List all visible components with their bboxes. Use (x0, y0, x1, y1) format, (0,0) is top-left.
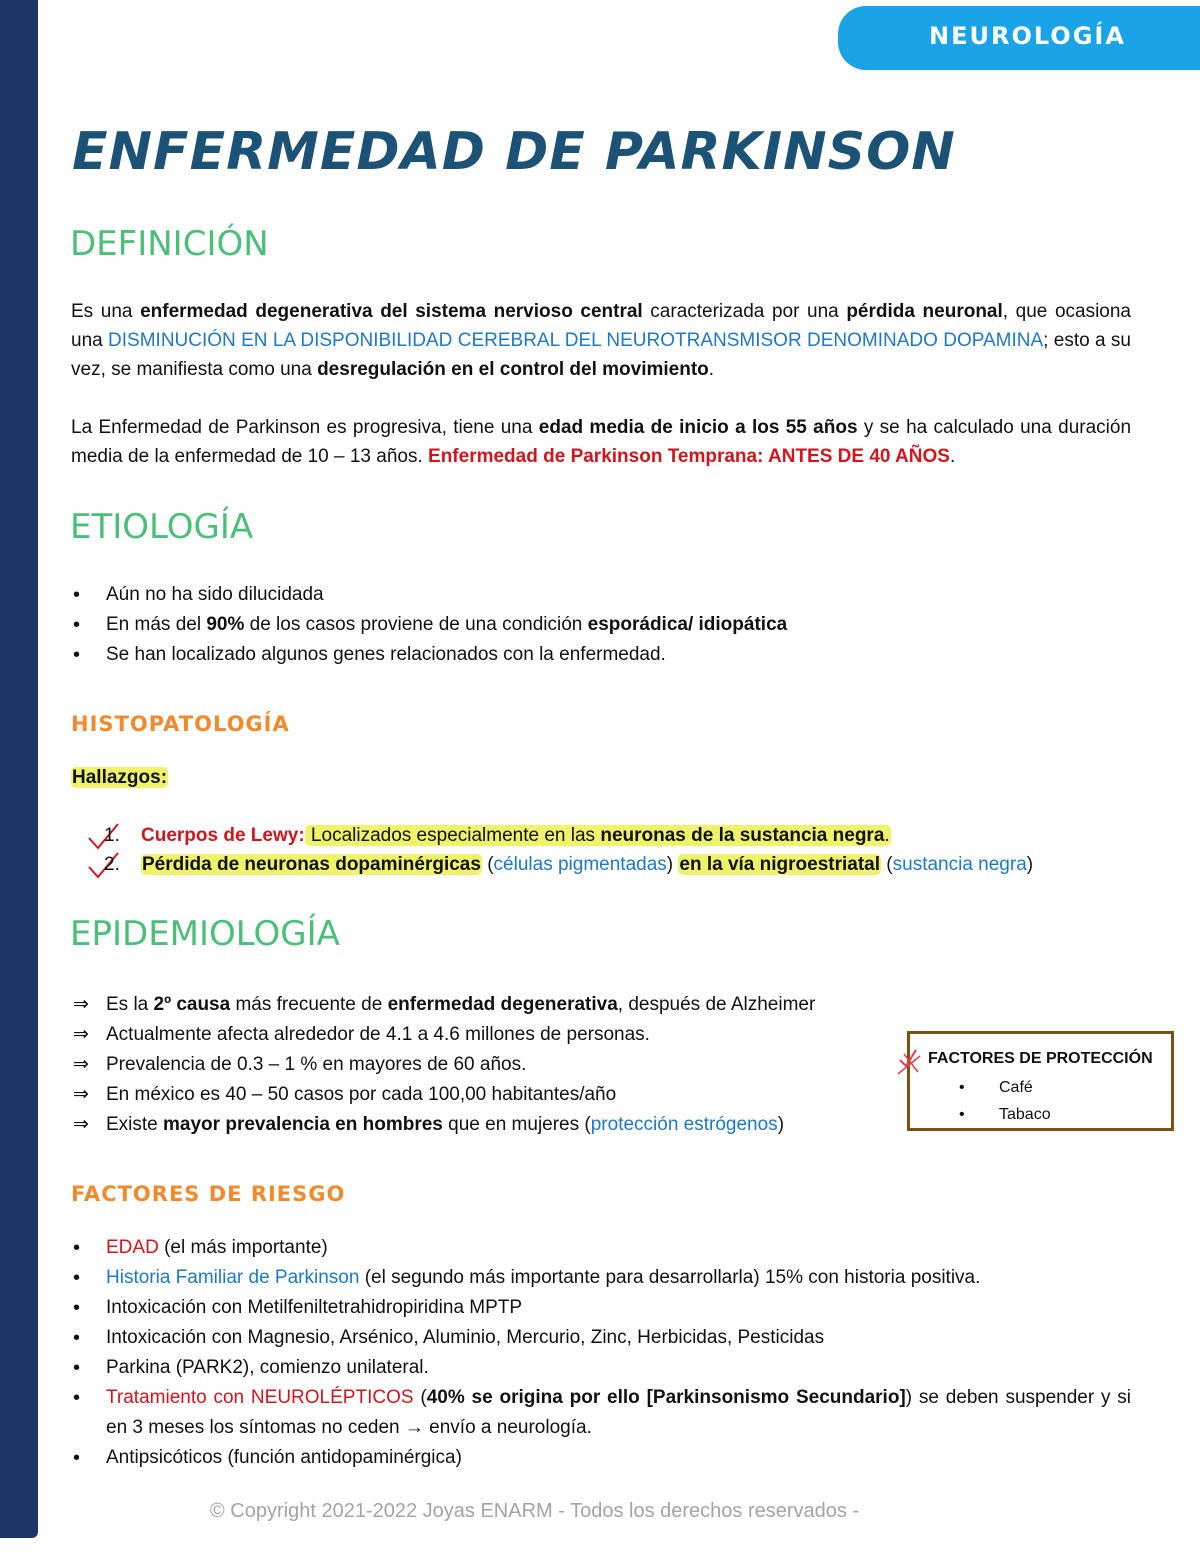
footer-copyright: © Copyright 2021-2022 Joyas ENARM - Todos los derechos reservados - (210, 1500, 860, 1522)
bold-text: esporádica/ idiopática (587, 614, 788, 635)
text: Aún no ha sido dilucidada (106, 584, 324, 605)
arrow-icon: ⇒ (73, 1114, 89, 1135)
bold-text: enfermedad degenerativa (387, 994, 618, 1015)
bold-text: neuronas de la sustancia negra (600, 825, 885, 846)
text: , que ocasiona una (71, 301, 1131, 351)
blue-text: DISMINUCIÓN EN LA DISPONIBILIDAD CEREBRAL DEL NEUROTRANSMISOR DENOMINADO DOPAMINA (108, 330, 1044, 351)
text: . (708, 359, 715, 380)
text: (el más importante) (158, 1237, 328, 1258)
bold-text: pérdida neuronal (846, 301, 1003, 322)
bold-text: Pérdida de neuronas dopaminérgicas (142, 854, 481, 875)
list-item (71, 1383, 1131, 1443)
list-item (71, 640, 787, 670)
factores-proteccion-list (959, 1074, 1051, 1128)
epidemiologia-list (71, 990, 815, 1140)
list-item: • Café (959, 1074, 1051, 1101)
sidebar-letter: A (10, 661, 20, 677)
checkmark-icon (896, 1046, 926, 1078)
hallazgos-list (104, 821, 1033, 879)
list-item (71, 1050, 815, 1080)
bold-text: 2º causa (153, 994, 231, 1015)
list-item (104, 821, 1033, 850)
text: La Enfermedad de Parkinson es progresiva, tiene una (71, 417, 539, 438)
text: de los casos proviene de una condición (244, 614, 588, 635)
red-text: Cuerpos de Lewy: (141, 825, 305, 846)
text: Parkina (PARK2), comienzo unilateral. (106, 1357, 429, 1378)
blue-text: sustancia negra (892, 854, 1027, 875)
sidebar-letter: J (11, 580, 19, 596)
arrow-icon: ⇒ (73, 994, 89, 1015)
text: . (884, 825, 890, 846)
list-item (71, 1110, 815, 1140)
text: . (949, 446, 956, 467)
text: ) (666, 854, 679, 875)
arrow-icon: ⇒ (73, 1084, 89, 1105)
sidebar-enarm-letters (4, 812, 26, 947)
sidebar-joyas-letters (4, 575, 26, 710)
list-item (71, 610, 787, 640)
etiologia-list (71, 580, 787, 670)
red-text: Enfermedad de Parkinson Temprana: ANTES DE 40 AÑOS (428, 446, 950, 467)
text: Actualmente afecta alrededor de 4.1 a 4.6 millones de personas. (106, 1024, 650, 1045)
heading-factores-riesgo: FACTORES DE RIESGO (71, 1182, 346, 1206)
definicion-paragraph-1 (71, 297, 1131, 384)
text: En méxico es 40 – 50 casos por cada 100,00 habitantes/año (106, 1084, 617, 1105)
arrow-icon: ⇒ (73, 1054, 89, 1075)
highlighted-text: Hallazgos: (72, 767, 168, 788)
heading-definicion: DEFINICIÓN (70, 224, 269, 264)
text: que en mujeres ( (442, 1114, 591, 1135)
heading-epidemiologia: EPIDEMIOLOGÍA (70, 914, 340, 954)
list-item (71, 1020, 815, 1050)
bold-text: desregulación en el control del movimiento (317, 359, 709, 380)
definicion-paragraph-2 (71, 413, 1131, 471)
list-item (71, 1323, 1131, 1353)
text: ) se deben suspender y si en 3 meses los síntomas no ceden → envío a neurología. (106, 1387, 1132, 1438)
text: (el segundo más importante para desarrollarla) 15% con historia positiva. (359, 1267, 981, 1288)
bold-text: 90% (206, 614, 245, 635)
list-item (71, 580, 787, 610)
text: caracterizada por una (642, 301, 847, 322)
sidebar-letter: R (9, 898, 21, 914)
text: Intoxicación con Metilfeniltetrahidropiridina MPTP (106, 1297, 523, 1318)
sidebar-letter: E (10, 817, 20, 833)
list-item (71, 990, 815, 1020)
list-item: • Tabaco (959, 1101, 1051, 1128)
bold-text: mayor prevalencia en hombres (163, 1114, 443, 1135)
blue-text: Historia Familiar de Parkinson (106, 1267, 360, 1288)
left-sidebar-bar (0, 0, 38, 1538)
page-title: ENFERMEDAD DE PARKINSON (72, 122, 956, 182)
text: ) (1026, 854, 1034, 875)
text: Antipsicóticos (función antidopaminérgica) (106, 1447, 462, 1468)
text: Es una (71, 301, 141, 322)
arrow-icon: ⇒ (73, 1024, 89, 1045)
text: , después de Alzheimer (617, 994, 816, 1015)
text: Se han localizado algunos genes relacionados con la enfermedad. (106, 644, 666, 665)
list-item (71, 1263, 1131, 1293)
blue-text: células pigmentadas (493, 854, 667, 875)
red-text: EDAD (106, 1237, 159, 1258)
bold-text: 40% se origina por ello [Parkinsonismo Secundario] (426, 1387, 906, 1408)
heading-histopatologia: HISTOPATOLOGÍA (71, 712, 290, 736)
bold-text: edad media de inicio a los 55 años (538, 417, 858, 438)
sidebar-letter: N (9, 844, 21, 860)
heading-etiologia: ETIOLOGÍA (70, 507, 254, 547)
text: Prevalencia de 0.3 – 1 % en mayores de 60 años. (106, 1054, 527, 1075)
sidebar-letter: O (9, 607, 21, 623)
list-item (71, 1443, 1131, 1473)
text: Localizados especialmente en las (305, 825, 601, 846)
list-item (71, 1080, 815, 1110)
list-item (104, 850, 1033, 879)
text: Es la (106, 994, 154, 1015)
blue-text: protección estrógenos (590, 1114, 778, 1135)
red-text: Tratamiento con NEUROLÉPTICOS (106, 1387, 414, 1408)
section-badge-label: NEUROLOGÍA (929, 22, 1126, 50)
list-item (71, 1293, 1131, 1323)
text: y se ha calculado una duración media de la enfermedad de 10 – 13 años. (71, 417, 1132, 467)
text: En más del (106, 614, 207, 635)
list-item (71, 1353, 1131, 1383)
bold-text: enfermedad degenerativa del sistema nervioso central (140, 301, 643, 322)
text: más frecuente de (230, 994, 388, 1015)
sidebar-letter: A (10, 871, 20, 887)
bold-text: en la vía nigroestriatal (679, 854, 881, 875)
list-number: 2. (104, 854, 120, 875)
list-item (71, 1233, 1131, 1263)
hallazgos-label (71, 763, 168, 792)
text: ( (413, 1387, 427, 1408)
text: ( (481, 854, 494, 875)
text: Existe (106, 1114, 164, 1135)
factores-proteccion-title: FACTORES DE PROTECCIÓN (928, 1050, 1153, 1067)
sidebar-letter: Y (10, 634, 20, 650)
text: ) (777, 1114, 785, 1135)
list-number: 1. (104, 825, 120, 846)
text: ; esto a su vez, se manifiesta como una (71, 330, 1132, 380)
sidebar-letter: M (9, 925, 21, 941)
text: ( (881, 854, 893, 875)
text: Intoxicación con Magnesio, Arsénico, Aluminio, Mercurio, Zinc, Herbicidas, Pesticidas (106, 1327, 825, 1348)
sidebar-letter: S (10, 688, 20, 704)
factores-proteccion-box (907, 1031, 1174, 1131)
factores-riesgo-list (71, 1233, 1131, 1473)
